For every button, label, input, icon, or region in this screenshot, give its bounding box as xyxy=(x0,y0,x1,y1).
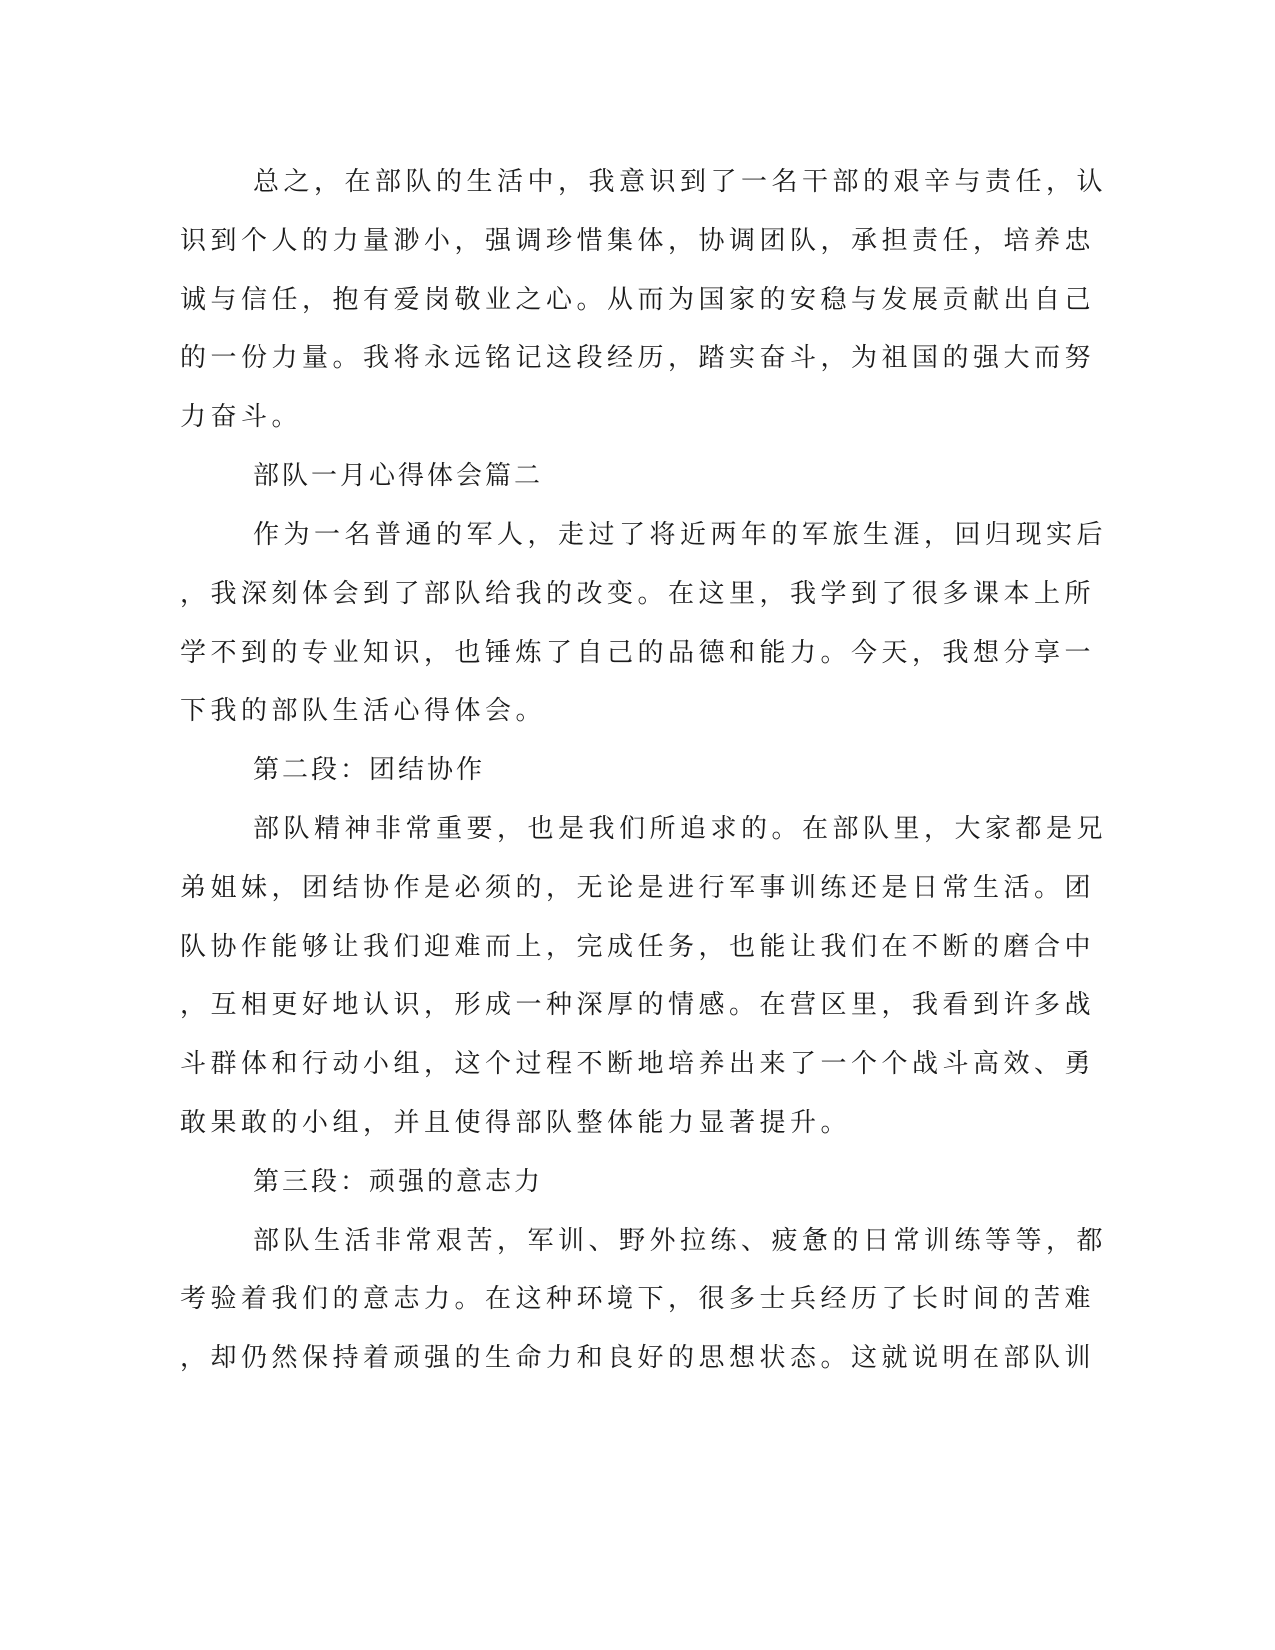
paragraph-1-line-2: 识到个人的力量渺小，强调珍惜集体，协调团队，承担责任，培养忠 xyxy=(180,226,1096,256)
section-heading-willpower: 第三段：顽强的意志力 xyxy=(253,1167,544,1197)
paragraph-2-line-4: 下我的部队生活心得体会。 xyxy=(180,696,547,726)
paragraph-2-line-2: ，我深刻体会到了部队给我的改变。在这里，我学到了很多课本上所 xyxy=(180,579,1096,609)
paragraph-3-line-2: 弟姐妹，团结协作是必须的，无论是进行军事训练还是日常生活。团 xyxy=(180,873,1096,903)
paragraph-4-line-3: ，却仍然保持着顽强的生命力和良好的思想状态。这就说明在部队训 xyxy=(180,1343,1096,1373)
paragraph-2-line-1: 作为一名普通的军人，走过了将近两年的军旅生涯，回归现实后 xyxy=(253,520,1108,550)
paragraph-1-line-1: 总之，在部队的生活中，我意识到了一名干部的艰辛与责任，认 xyxy=(253,167,1108,197)
section-heading-teamwork: 第二段：团结协作 xyxy=(253,755,486,785)
paragraph-2-line-3: 学不到的专业知识，也锤炼了自己的品德和能力。今天，我想分享一 xyxy=(180,638,1096,668)
paragraph-1-line-4: 的一份力量。我将永远铭记这段经历，踏实奋斗，为祖国的强大而努 xyxy=(180,343,1096,373)
paragraph-1-line-3: 诚与信任，抱有爱岗敬业之心。从而为国家的安稳与发展贡献出自己 xyxy=(180,285,1096,315)
paragraph-4-line-1: 部队生活非常艰苦，军训、野外拉练、疲惫的日常训练等等，都 xyxy=(253,1226,1108,1256)
paragraph-4-line-2: 考验着我们的意志力。在这种环境下，很多士兵经历了长时间的苦难 xyxy=(180,1284,1096,1314)
section-heading-part-two: 部队一月心得体会篇二 xyxy=(253,461,544,491)
paragraph-3-line-1: 部队精神非常重要，也是我们所追求的。在部队里，大家都是兄 xyxy=(253,814,1108,844)
paragraph-3-line-3: 队协作能够让我们迎难而上，完成任务，也能让我们在不断的磨合中 xyxy=(180,932,1096,962)
paragraph-3-line-5: 斗群体和行动小组，这个过程不断地培养出来了一个个战斗高效、勇 xyxy=(180,1049,1096,1079)
paragraph-1-line-5: 力奋斗。 xyxy=(180,402,303,432)
paragraph-3-line-6: 敢果敢的小组，并且使得部队整体能力显著提升。 xyxy=(180,1108,852,1138)
paragraph-3-line-4: ，互相更好地认识，形成一种深厚的情感。在营区里，我看到许多战 xyxy=(180,990,1096,1020)
